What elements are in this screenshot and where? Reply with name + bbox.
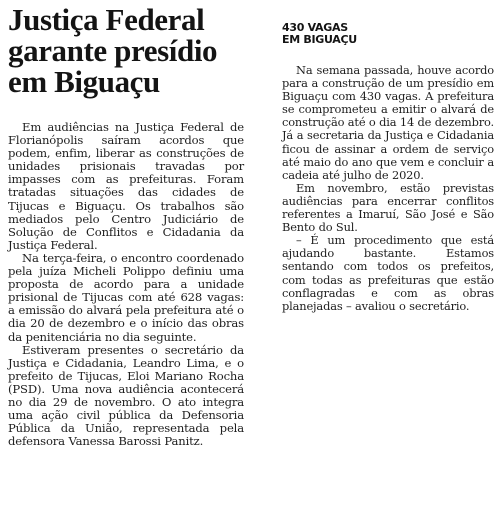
headline-line: em Biguaçu: [8, 64, 160, 99]
sidebar-box: [282, 22, 494, 313]
sidebar-paragraph: – É um procedimento que está ajudando bastante. Estamos sentando com todos os prefeitos, com todas as prefeituras que estão conflagradas e com as obras planejadas – avaliou o secretário.: [282, 233, 494, 313]
sidebar-title-line: 430 VAGAS: [282, 21, 348, 34]
article-body: [8, 121, 244, 448]
main-article: [8, 4, 244, 448]
sidebar-body: [282, 64, 494, 313]
sidebar-paragraph: Na semana passada, houve acordo para a construção de um presídio em Biguaçu com 430 vagas. A prefeitura se comprometeu a emitir o alvará de construção até o dia 14 de dezembro. Já a secretaria da Justiça e Cidadania ficou de assinar a ordem de serviço até maio do ano que vem e concluir a cadeia até julho de 2020.: [282, 63, 494, 182]
article-paragraph: Estiveram presentes o secretário da Justiça e Cidadania, Leandro Lima, e o prefeito de Tijucas, Eloi Mariano Rocha (PSD). Uma nova audiência acontecerá no dia 29 de novembro. O ato integra uma ação civil pública da Defensoria Pública da União, representada pela defensora Vanessa Barossi Panitz.: [8, 342, 244, 449]
article-headline: [8, 4, 244, 97]
sidebar-title-line: EM BIGUAÇU: [282, 33, 357, 46]
article-paragraph: Na terça-feira, o encontro coordenado pela juíza Micheli Polippo definiu uma proposta de acordo para a unidade prisional de Tijucas com até 628 vagas: a emissão do alvará pela prefeitura até o dia 20 de dezembro e o início das obras da penitenciária no dia seguinte.: [8, 250, 244, 344]
headline-line: garante presídio: [8, 33, 218, 68]
sidebar-paragraph: Em novembro, estão previstas audiências para encerrar conflitos referentes a Imaruí, São José e São Bento do Sul.: [282, 180, 494, 235]
article-paragraph: Em audiências na Justiça Federal de Florianópolis saíram acordos que podem, enfim, liberar as construções de unidades prisionais travadas por impasses com as prefeituras. Foram tratadas situações das cidades de Tijucas e Biguaçu. Os trabalhos são mediados pelo Centro Judiciário de Solução de Conflitos e Cidadania da Justiça Federal.: [8, 120, 244, 252]
headline-line: Justiça Federal: [8, 2, 205, 37]
sidebar-title: [282, 22, 494, 46]
